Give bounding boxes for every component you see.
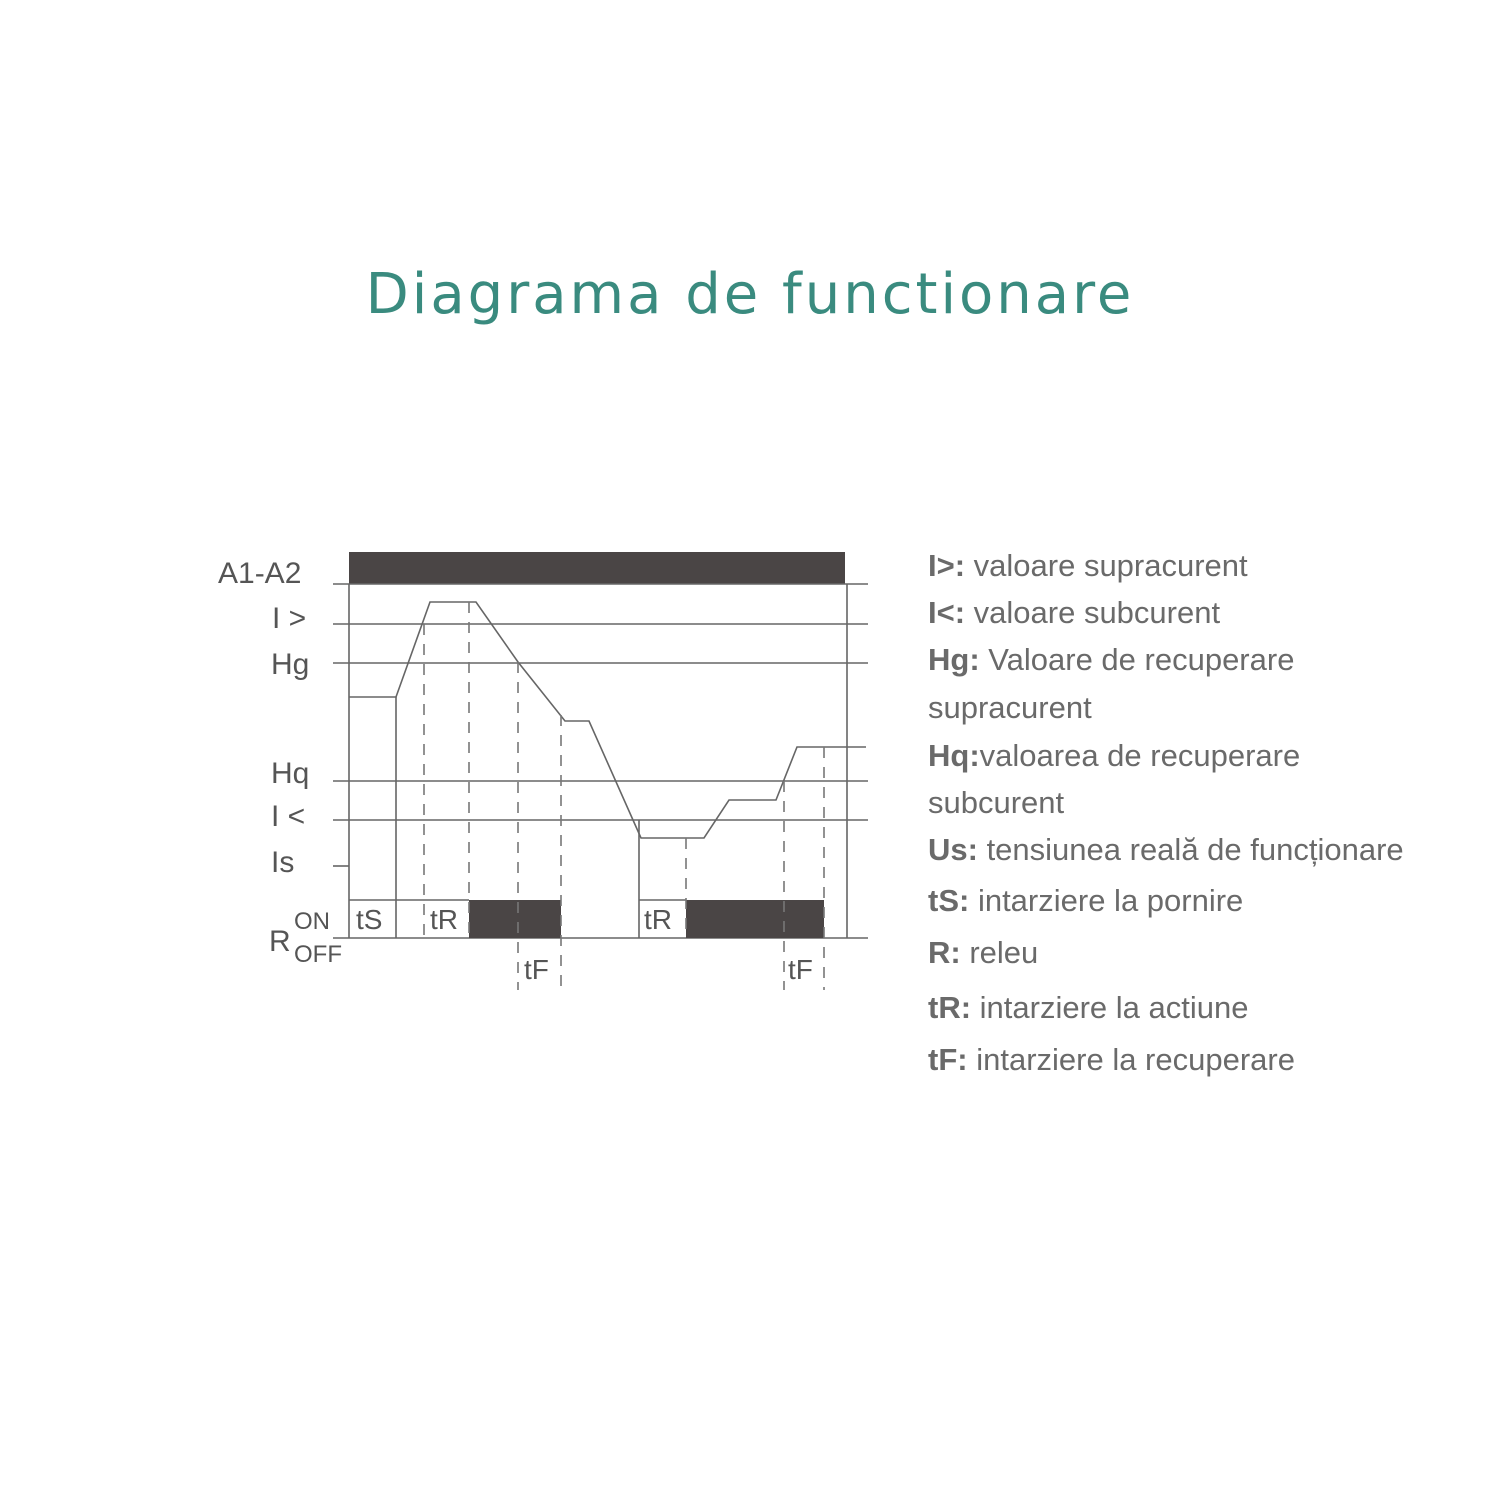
- label-off: OFF: [294, 941, 342, 968]
- legend-item-r: R: releu: [928, 935, 1039, 970]
- current-waveform: [349, 602, 866, 838]
- legend-item-us: Us: tensiunea reală de funcționare: [928, 832, 1404, 867]
- label-tf-2: tF: [788, 954, 813, 985]
- page-title: Diagrama de functionare: [365, 262, 1135, 327]
- label-tr-2: tR: [644, 904, 672, 935]
- relay-on-block-1: [469, 900, 561, 938]
- legend-item-ts: tS: intarziere la pornire: [928, 883, 1244, 918]
- label-hq: Hq: [271, 757, 310, 790]
- legend-item-tr: tR: intarziere la actiune: [928, 990, 1249, 1025]
- label-i-under: I <: [271, 800, 306, 833]
- legend-item-tf: tF: intarziere la recuperare: [928, 1042, 1295, 1077]
- label-i-over: I >: [272, 602, 307, 635]
- legend-item-hg-cont: supracurent: [928, 690, 1092, 725]
- label-on: ON: [294, 908, 330, 935]
- legend-item-i-over: I>: valoare supracurent: [928, 548, 1248, 583]
- label-tf-1: tF: [524, 954, 549, 985]
- label-ts: tS: [356, 904, 383, 935]
- label-r: R: [269, 925, 291, 958]
- legend-item-hq-cont: subcurent: [928, 785, 1065, 820]
- legend-item-hq: Hq:valoarea de recuperare: [928, 738, 1301, 773]
- label-a1a2: A1-A2: [218, 557, 302, 590]
- legend-item-hg: Hg: Valoare de recuperare: [928, 642, 1295, 677]
- label-hg: Hg: [271, 648, 310, 681]
- relay-on-block-2: [686, 900, 824, 938]
- legend-item-i-under: I<: valoare subcurent: [928, 595, 1221, 630]
- label-tr-1: tR: [430, 904, 458, 935]
- label-is: Is: [271, 846, 295, 879]
- a1a2-bar: [349, 552, 845, 584]
